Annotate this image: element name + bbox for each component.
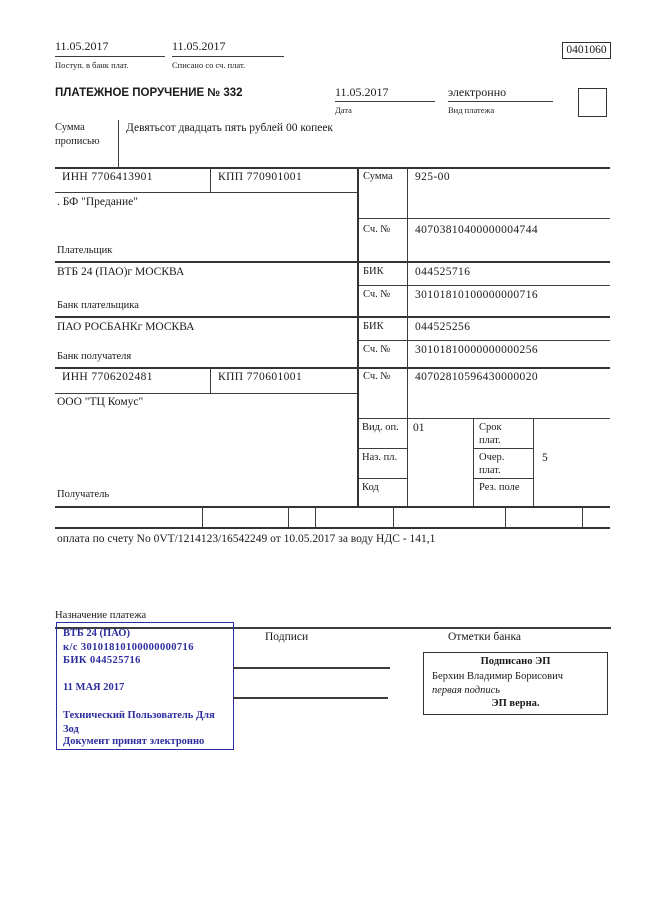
ep-signer-name: Берхин Владимир Борисович <box>432 671 563 682</box>
payee-bank-bik-value: 044525256 <box>415 321 471 333</box>
payment-type-underline <box>448 101 553 102</box>
inn-kpp-bottom-border <box>55 192 358 193</box>
form-code-box: 0401060 <box>562 42 611 59</box>
payer-bank-account-label: Сч. № <box>363 289 391 300</box>
pay-term-label-2: плат. <box>479 435 501 446</box>
op-row1-border-left <box>358 448 407 449</box>
tax-fields-bottom-border <box>55 527 610 529</box>
reserve-field-label: Рез. поле <box>479 482 520 493</box>
payee-name: ООО "ТЦ Комус" <box>57 396 144 408</box>
payer-inn: ИНН 7706413901 <box>62 171 153 183</box>
received-date: 11.05.2017 <box>55 39 109 53</box>
written-off-date-label: Списано со сч. плат. <box>172 60 246 70</box>
payee-account-value: 40702810596430000020 <box>415 371 538 383</box>
bank-stamp-corr-account: к/с 30101810100000000716 <box>63 642 194 653</box>
purpose-text: оплата по счету No 0VT/1214123/16542249 от 10.05.2017 за воду НДС - 141,1 <box>57 533 436 545</box>
inn-kpp-divider <box>210 167 211 192</box>
tax-field-divider-4 <box>393 506 394 527</box>
amount-words-label-2: прописью <box>55 136 100 147</box>
payee-bank-label: Банк получателя <box>57 351 132 362</box>
priority-label-2: плат. <box>479 465 501 476</box>
purpose-code-label: Наз. пл. <box>362 452 398 463</box>
bank-stamp-date: 11 МАЯ 2017 <box>63 682 125 693</box>
tax-field-divider-6 <box>582 506 583 527</box>
amount-value: 925-00 <box>415 171 450 183</box>
op-row1-border-right <box>473 448 533 449</box>
payee-inn-kpp-divider <box>210 367 211 393</box>
written-off-date: 11.05.2017 <box>172 39 226 53</box>
payee-inn-kpp-bottom-border <box>55 393 358 394</box>
signature-line-1 <box>233 667 390 669</box>
payee-bank-account-value: 30101810000000000256 <box>415 344 538 356</box>
bank-stamp-user: Технический Пользователь Для Зод <box>63 710 215 735</box>
bank-stamp-accepted: Документ принят электронно <box>63 736 205 747</box>
payee-bank-account-label: Сч. № <box>363 344 391 355</box>
payment-type-value: электронно <box>448 85 507 99</box>
ep-signed-title: Подписано ЭП <box>480 656 551 667</box>
payer-bank-bottom-border <box>55 316 610 318</box>
payee-bottom-border <box>55 506 610 508</box>
priority-label-1: Очер. <box>479 452 505 463</box>
payment-type-label: Вид платежа <box>448 105 495 115</box>
tax-field-divider-1 <box>202 506 203 527</box>
payer-account-value: 40703810400000004744 <box>415 224 538 236</box>
received-date-underline <box>55 56 165 57</box>
document-title: ПЛАТЕЖНОЕ ПОРУЧЕНИЕ № 332 <box>55 87 243 99</box>
op-row2-border-left <box>358 478 407 479</box>
payee-kpp: КПП 770601001 <box>218 371 303 383</box>
bank-stamp-box <box>56 622 234 750</box>
payer-bank-bik-bottom-border <box>358 285 610 286</box>
payer-bank-bik-value: 044525716 <box>415 266 471 278</box>
table-top-border <box>55 167 610 169</box>
empty-checkbox <box>578 88 607 117</box>
ep-verified: ЭП верна. <box>491 698 540 709</box>
signature-line-2 <box>233 697 388 699</box>
document-date-label: Дата <box>335 105 352 115</box>
payer-bank-bik-label: БИК <box>363 266 384 277</box>
signatures-title: Подписи <box>265 631 309 643</box>
amount-words-label-1: Сумма <box>55 122 85 133</box>
amount-words-divider <box>118 120 119 167</box>
op-kind-value: 01 <box>413 422 425 434</box>
purpose-label: Назначение платежа <box>55 610 147 621</box>
tax-field-divider-3 <box>315 506 316 527</box>
table-middle-divider <box>357 167 359 506</box>
bank-stamp-bik: БИК 044525716 <box>63 655 141 666</box>
tax-field-divider-2 <box>288 506 289 527</box>
bank-marks-title: Отметки банка <box>448 631 521 643</box>
op-value-divider <box>473 418 474 506</box>
payer-label: Плательщик <box>57 245 113 256</box>
payer-bank-name: ВТБ 24 (ПАО)г МОСКВА <box>57 266 185 278</box>
payer-bank-account-value: 30101810100000000716 <box>415 289 538 301</box>
bank-stamp-bank-name: ВТБ 24 (ПАО) <box>63 628 130 639</box>
payer-bottom-border <box>55 261 610 263</box>
written-off-date-underline <box>172 56 284 57</box>
document-date-underline <box>335 101 435 102</box>
payee-inn: ИНН 7706202481 <box>62 371 153 383</box>
op-kind-label: Вид. оп. <box>362 422 399 433</box>
payer-name: . БФ "Предание" <box>57 196 138 208</box>
priority-value: 5 <box>542 452 548 464</box>
received-date-label: Поступ. в банк плат. <box>55 60 129 70</box>
payee-bank-bik-label: БИК <box>363 321 384 332</box>
payee-label: Получатель <box>57 489 110 500</box>
term-value-divider <box>533 418 534 506</box>
label-column-divider <box>407 167 408 506</box>
document-date: 11.05.2017 <box>335 85 389 99</box>
op-block-top-border <box>358 418 610 419</box>
payee-bank-bik-bottom-border <box>358 340 610 341</box>
op-row2-border-right <box>473 478 533 479</box>
payee-account-label: Сч. № <box>363 371 391 382</box>
amount-row-bottom-border <box>358 218 610 219</box>
payer-kpp: КПП 770901001 <box>218 171 303 183</box>
ep-signature-kind: первая подпись <box>432 685 501 696</box>
payer-account-label: Сч. № <box>363 224 391 235</box>
amount-words-value: Девятьсот двадцать пять рублей 00 копеек <box>126 122 334 134</box>
payee-bank-bottom-border <box>55 367 610 369</box>
code-label: Код <box>362 482 379 493</box>
pay-term-label-1: Срок <box>479 422 502 433</box>
ep-signature-stamp-box <box>423 652 608 715</box>
tax-field-divider-5 <box>505 506 506 527</box>
payee-bank-name: ПАО РОСБАНКг МОСКВА <box>57 321 195 333</box>
amount-label: Сумма <box>363 171 393 182</box>
payer-bank-label: Банк плательщика <box>57 300 139 311</box>
